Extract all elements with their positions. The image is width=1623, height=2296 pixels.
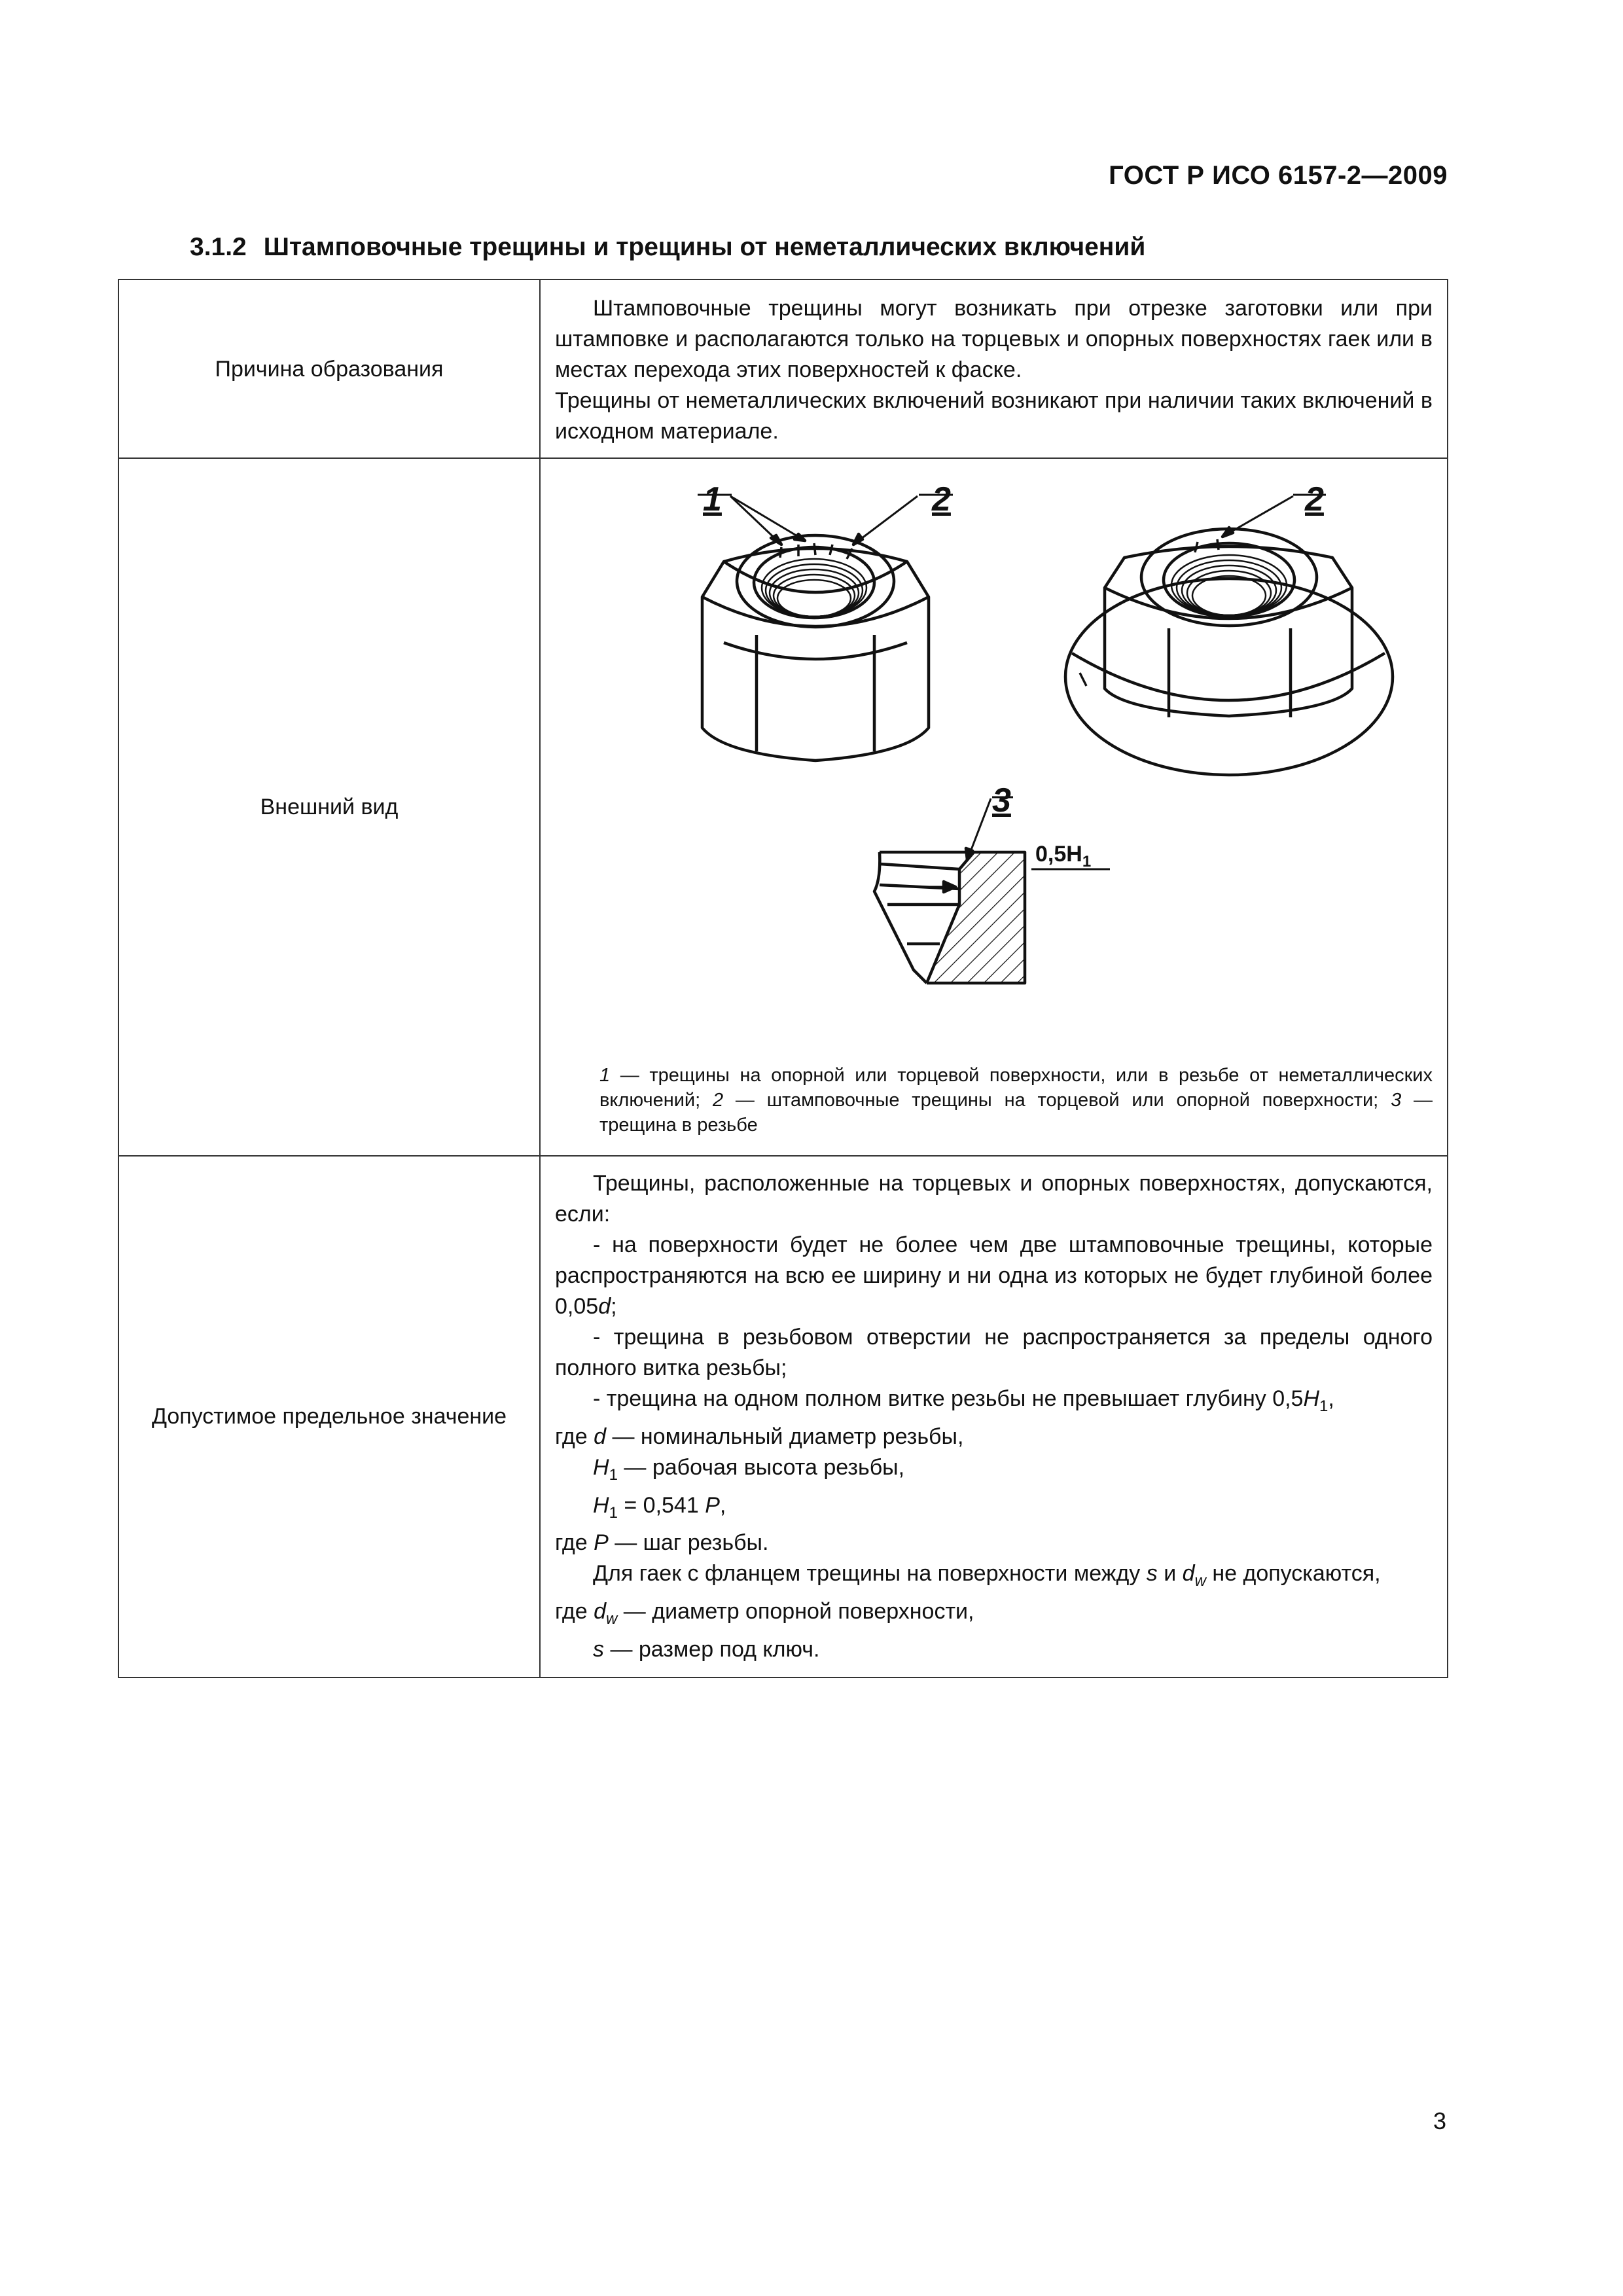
section-number: 3.1.2 <box>190 233 247 261</box>
row-label-limit: Допустимое предельное значение <box>118 1156 540 1677</box>
limit-line-4: - трещина на одном полном витке резьбы не превышает глубину $0,5H_1$, <box>593 1386 1334 1415</box>
section-heading <box>190 233 1145 262</box>
section-title: Штамповочные трещины и трещины от неметаллических включений <box>263 233 1146 261</box>
limit-line-3: - трещина в резьбовом отверстии не распространяется за пределы одного полного витка резьбы; <box>555 1325 1433 1380</box>
appearance-content <box>540 458 1448 1156</box>
page-number: 3 <box>1433 2108 1446 2134</box>
flange-nut <box>1065 495 1393 775</box>
limit-line-1: Трещины, расположенные на торцевых и опорных поверхностях, допускаются, если: <box>555 1171 1433 1227</box>
dimension-label: $0,5H_1$ <box>1035 842 1092 870</box>
limit-content <box>540 1156 1448 1677</box>
limit-line-10: где $d_w$ — диаметр опорной поверхности, <box>555 1599 974 1628</box>
defect-spec-table <box>118 279 1448 1678</box>
document-code: ГОСТ Р ИСО 6157-2—2009 <box>1109 161 1448 190</box>
limit-line-8: где P — шаг резьбы. <box>555 1530 769 1556</box>
limit-line-5: где d — номинальный диаметр резьбы, <box>555 1424 964 1449</box>
limit-line-2: - на поверхности будет не более чем две штамповочные трещины, которые распространяются на всю ее ширину и ни одна из которых не будет глубиной более 0,05d; <box>555 1232 1433 1319</box>
limit-line-9: Для гаек с фланцем трещины на поверхности между s и $d_w$ не допускаются, <box>593 1561 1381 1590</box>
callout-2-label: 2 <box>932 480 951 518</box>
nut-drawing <box>541 459 1487 1049</box>
hex-nut <box>698 495 953 761</box>
limit-line-6: $H_1$ — рабочая высота резьбы, <box>593 1454 905 1484</box>
callout-3-label: 3 <box>992 781 1011 819</box>
cause-paragraph-1: Штамповочные трещины могут возникать при отрезке заготовки или при штамповке и располагаются только на торцевых и опорных поверхностях гаек или в местах перехода этих поверхностей к фаске. <box>555 296 1433 382</box>
table-row-limit <box>118 1156 1448 1677</box>
callout-2-flange-label: 2 <box>1305 480 1324 518</box>
row-label-appearance: Внешний вид <box>118 458 540 1156</box>
nut-figure <box>541 459 1447 1155</box>
thread-section-detail <box>874 797 1110 983</box>
table-row-appearance <box>118 458 1448 1156</box>
limit-line-11: s — размер под ключ. <box>593 1636 820 1662</box>
row-label-cause: Причина образования <box>118 279 540 458</box>
figure-caption: 1 — трещины на опорной или торцевой поверхности, или в резьбе от неметаллических включений; 2 — штамповочные трещины на торцевой или опорной поверхности; 3 — трещина в резьбе <box>599 1065 1433 1136</box>
limit-line-7: $H_1 = 0,541$ P, <box>593 1492 726 1522</box>
cause-content <box>540 279 1448 458</box>
cause-paragraph-2: Трещины от неметаллических включений возникают при наличии таких включений в исходном материале. <box>555 388 1433 444</box>
callout-1-label: 1 <box>703 480 722 518</box>
table-row-cause <box>118 279 1448 458</box>
